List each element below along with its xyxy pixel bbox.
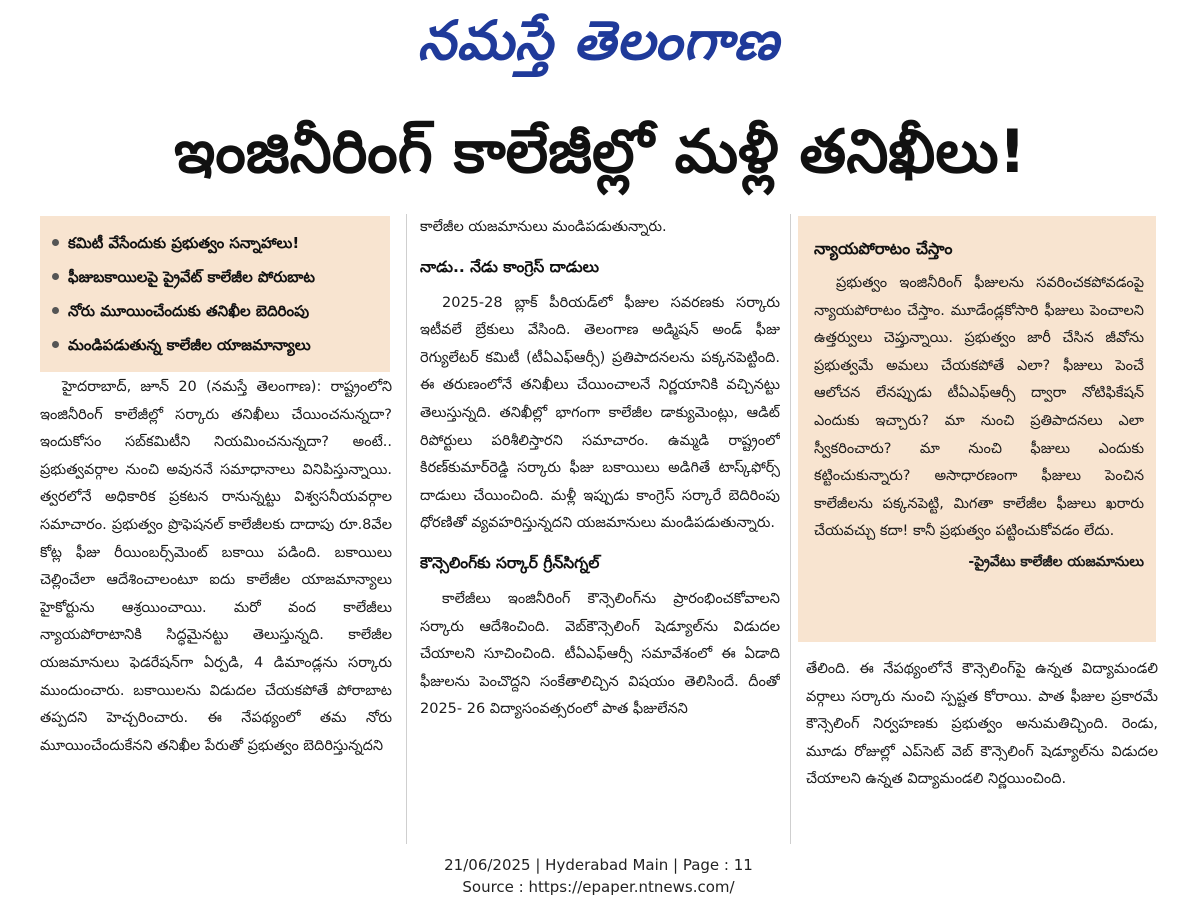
highlight-item: [50, 226, 382, 260]
bullet-icon: [52, 273, 59, 280]
article-column-1: [40, 374, 392, 844]
highlight-item: [50, 328, 382, 362]
quote-box: [798, 216, 1156, 642]
page-footer: [0, 854, 1197, 898]
source-link[interactable]: Source : https://epaper.ntnews.com/: [462, 878, 735, 896]
article-headline: ఇంజినీరింగ్ కాలేజీల్లో మళ్లీ తనిఖీలు!: [173, 117, 1027, 187]
quote-body: ప్రభుత్వం ఇంజినీరింగ్ ఫీజులను సవరించకపోవడంపై న్యాయపోరాటం చేస్తాం. మూడేండ్లకోసారి ఫీజులు పెంచాలని ఉత్తర్వులు చెప్తున్నాయి. ప్రభుత్వం జారీ చేసిన జీవోను ప్రభుత్వమే అమలు చేయకపోతే ఎలా? ఫీజులు పెంచే ఆలోచన లేనప్పుడు టీఏఎఫ్ఆర్సీ ద్వారా నోటిఫికేషన్ ఎందుకు ఇచ్చారు? మా నుంచి ప్రతిపాదనలు ఎలా స్వీకరించారు? మా నుంచి ఫీజులు ఎందుకు కట్టించుకున్నారు? అసాధారణంగా ఫీజులు పెంచిన కాలేజీలను పక్కనపెట్టి, మిగతా కాలేజీల ఫీజులు ఖరారు చేయవచ్చు కదా! కానీ ప్రభుత్వం పట్టించుకోవడం లేదు.: [814, 275, 1144, 540]
quote-signature: -ప్రైవేటు కాలేజీల యజమానులు: [968, 553, 1144, 570]
bullet-icon: [52, 307, 59, 314]
article-paragraph: కాలేజీలు ఇంజినీరింగ్ కౌన్సెలింగ్‌ను ప్రారంభించకోవాలని సర్కారు ఆదేశించింది. వెబ్‌కౌన్సెలింగ్ షెడ్యూల్‌ను విడుదల చేయాలని సూచించింది. టీఏఎఫ్ఆర్సీ సమావేశంలో ఈ ఏడాది ఫీజులను పెంచొద్దని సంకేతాలిచ్చిన విషయం తెలిసిందే. దీంతో 2025- 26 విద్యాసంవత్సరంలో పాత ఫీజులేనని: [420, 590, 780, 718]
article-paragraph: తేలింది. ఈ నేపథ్యంలోనే కౌన్సెలింగ్‌పై ఉన్నత విద్యామండలి వర్గాలు సర్కారు నుంచి స్పష్టత కోరాయి. పాత ఫీజుల ప్రకారమే కౌన్సెలింగ్ నిర్వహణకు ప్రభుత్వం అనుమతిచ్చింది. రెండు, మూడు రోజుల్లో ఎప్‌సెట్ వెబ్ కౌన్సెలింగ్ షెడ్యూల్‌ను విడుదల చేయాలని ఉన్నత విద్యామండలి నిర్ణయించింది.: [806, 661, 1158, 788]
section-subheading: నాడు.. నేడు కాంగ్రెస్ దాడులు: [420, 257, 599, 276]
highlight-text: కమిటీ వేసేందుకు ప్రభుత్వం సన్నాహాలు!: [68, 234, 300, 252]
column-divider: [790, 214, 791, 844]
edition-info: 21/06/2025 | Hyderabad Main | Page : 11: [444, 856, 753, 874]
highlight-text: ఫీజుబకాయిలపై ప్రైవేట్ కాలేజీల పోరుబాట: [68, 268, 315, 286]
column-divider: [406, 214, 407, 844]
section-subheading: కౌన్సెలింగ్‌కు సర్కార్ గ్రీన్‌సిగ్నల్: [420, 553, 600, 572]
article-paragraph: 2025-28 బ్లాక్ పీరియడ్‌లో ఫీజుల సవరణకు సర్కారు ఇటీవలే బ్రేకులు వేసింది. తెలంగాణ అడ్మిషన్ అండ్ ఫీజు రెగ్యులేటర్ కమిటీ (టీఏఎఫ్ఆర్సీ) ప్రతిపాదనలను పక్కనపెట్టింది. ఈ తరుణంలోనే తనిఖీలు చేయించాలనే నిర్ణయానికి వచ్చినట్టు తెలుస్తున్నది. తనిఖీల్లో భాగంగా కాలేజీల డాక్యుమెంట్లు, ఆడిట్ రిపోర్టులు పరిశీలిస్తారని సమాచారం. ఉమ్మడి రాష్ట్రంలో కిరణ్‌కుమార్‌రెడ్డి సర్కారు ఫీజు బకాయిలు అడిగితే టాస్క్‌ఫోర్స్ దాడులు చేయించింది. మళ్లీ ఇప్పుడు కాంగ్రెస్ సర్కారే బెదిరింపు ధోరణితో వ్యవహరిస్తున్నదని యజమానులు మండిపడుతున్నారు.: [420, 294, 780, 532]
newspaper-masthead: నమస్తే తెలంగాణ: [417, 8, 780, 72]
bullet-icon: [52, 239, 59, 246]
highlight-text: మండిపడుతున్న కాలేజీల యాజమాన్యాలు: [68, 336, 311, 354]
article-paragraph: కాలేజీల యజమానులు మండిపడుతున్నారు.: [420, 219, 667, 235]
article-column-2: [420, 214, 780, 844]
article-column-3: [806, 656, 1158, 836]
quote-title: న్యాయపోరాటం చేస్తాం: [814, 239, 953, 258]
highlight-item: [50, 294, 382, 328]
highlight-text: నోరు మూయించేందుకు తనిఖీల బెదిరింపు: [68, 302, 310, 320]
highlight-item: [50, 260, 382, 294]
bullet-icon: [52, 341, 59, 348]
article-paragraph: హైదరాబాద్, జూన్ 20 (నమస్తే తెలంగాణ): రాష్ట్రంలోని ఇంజినీరింగ్ కాలేజీల్లో సర్కారు తనిఖీలు చేయించనున్నదా? ఇందుకోసం సబ్‌కమిటీని నియమించనున్నదా? అంటే.. ప్రభుత్వవర్గాల నుంచి అవుననే సమాధానాలు వినిపిస్తున్నాయి. త్వరలోనే అధికారిక ప్రకటన రానున్నట్టు విశ్వసనీయవర్గాల సమాచారం. ప్రభుత్వం ప్రొఫెషనల్ కాలేజీలకు దాదాపు రూ.8వేల కోట్ల ఫీజు రీయింబర్స్‌మెంట్ బకాయి పడింది. బకాయిలు చెల్లించేలా ఆదేశించాలంటూ ఐదు కాలేజీల యాజమాన్యాలు హైకోర్టును ఆశ్రయించాయి. మరో వంద కాలేజీలు న్యాయపోరాటానికి సిద్ధమైనట్టు తెలుస్తున్నది. కాలేజీల యజమానులు ఫెడరేషన్‌గా ఏర్పడి, 4 డిమాండ్లను సర్కారు ముందుంచారు. బకాయిలను విడుదల చేయకపోతే పోరాబాట తప్పదని హెచ్చరించారు. ఈ నేపథ్యంలో తమ నోరు మూయించేందుకేనని తనిఖీల పేరుతో ప్రభుత్వం బెదిరిస్తున్నదని: [40, 379, 392, 754]
highlights-box: [40, 216, 390, 372]
